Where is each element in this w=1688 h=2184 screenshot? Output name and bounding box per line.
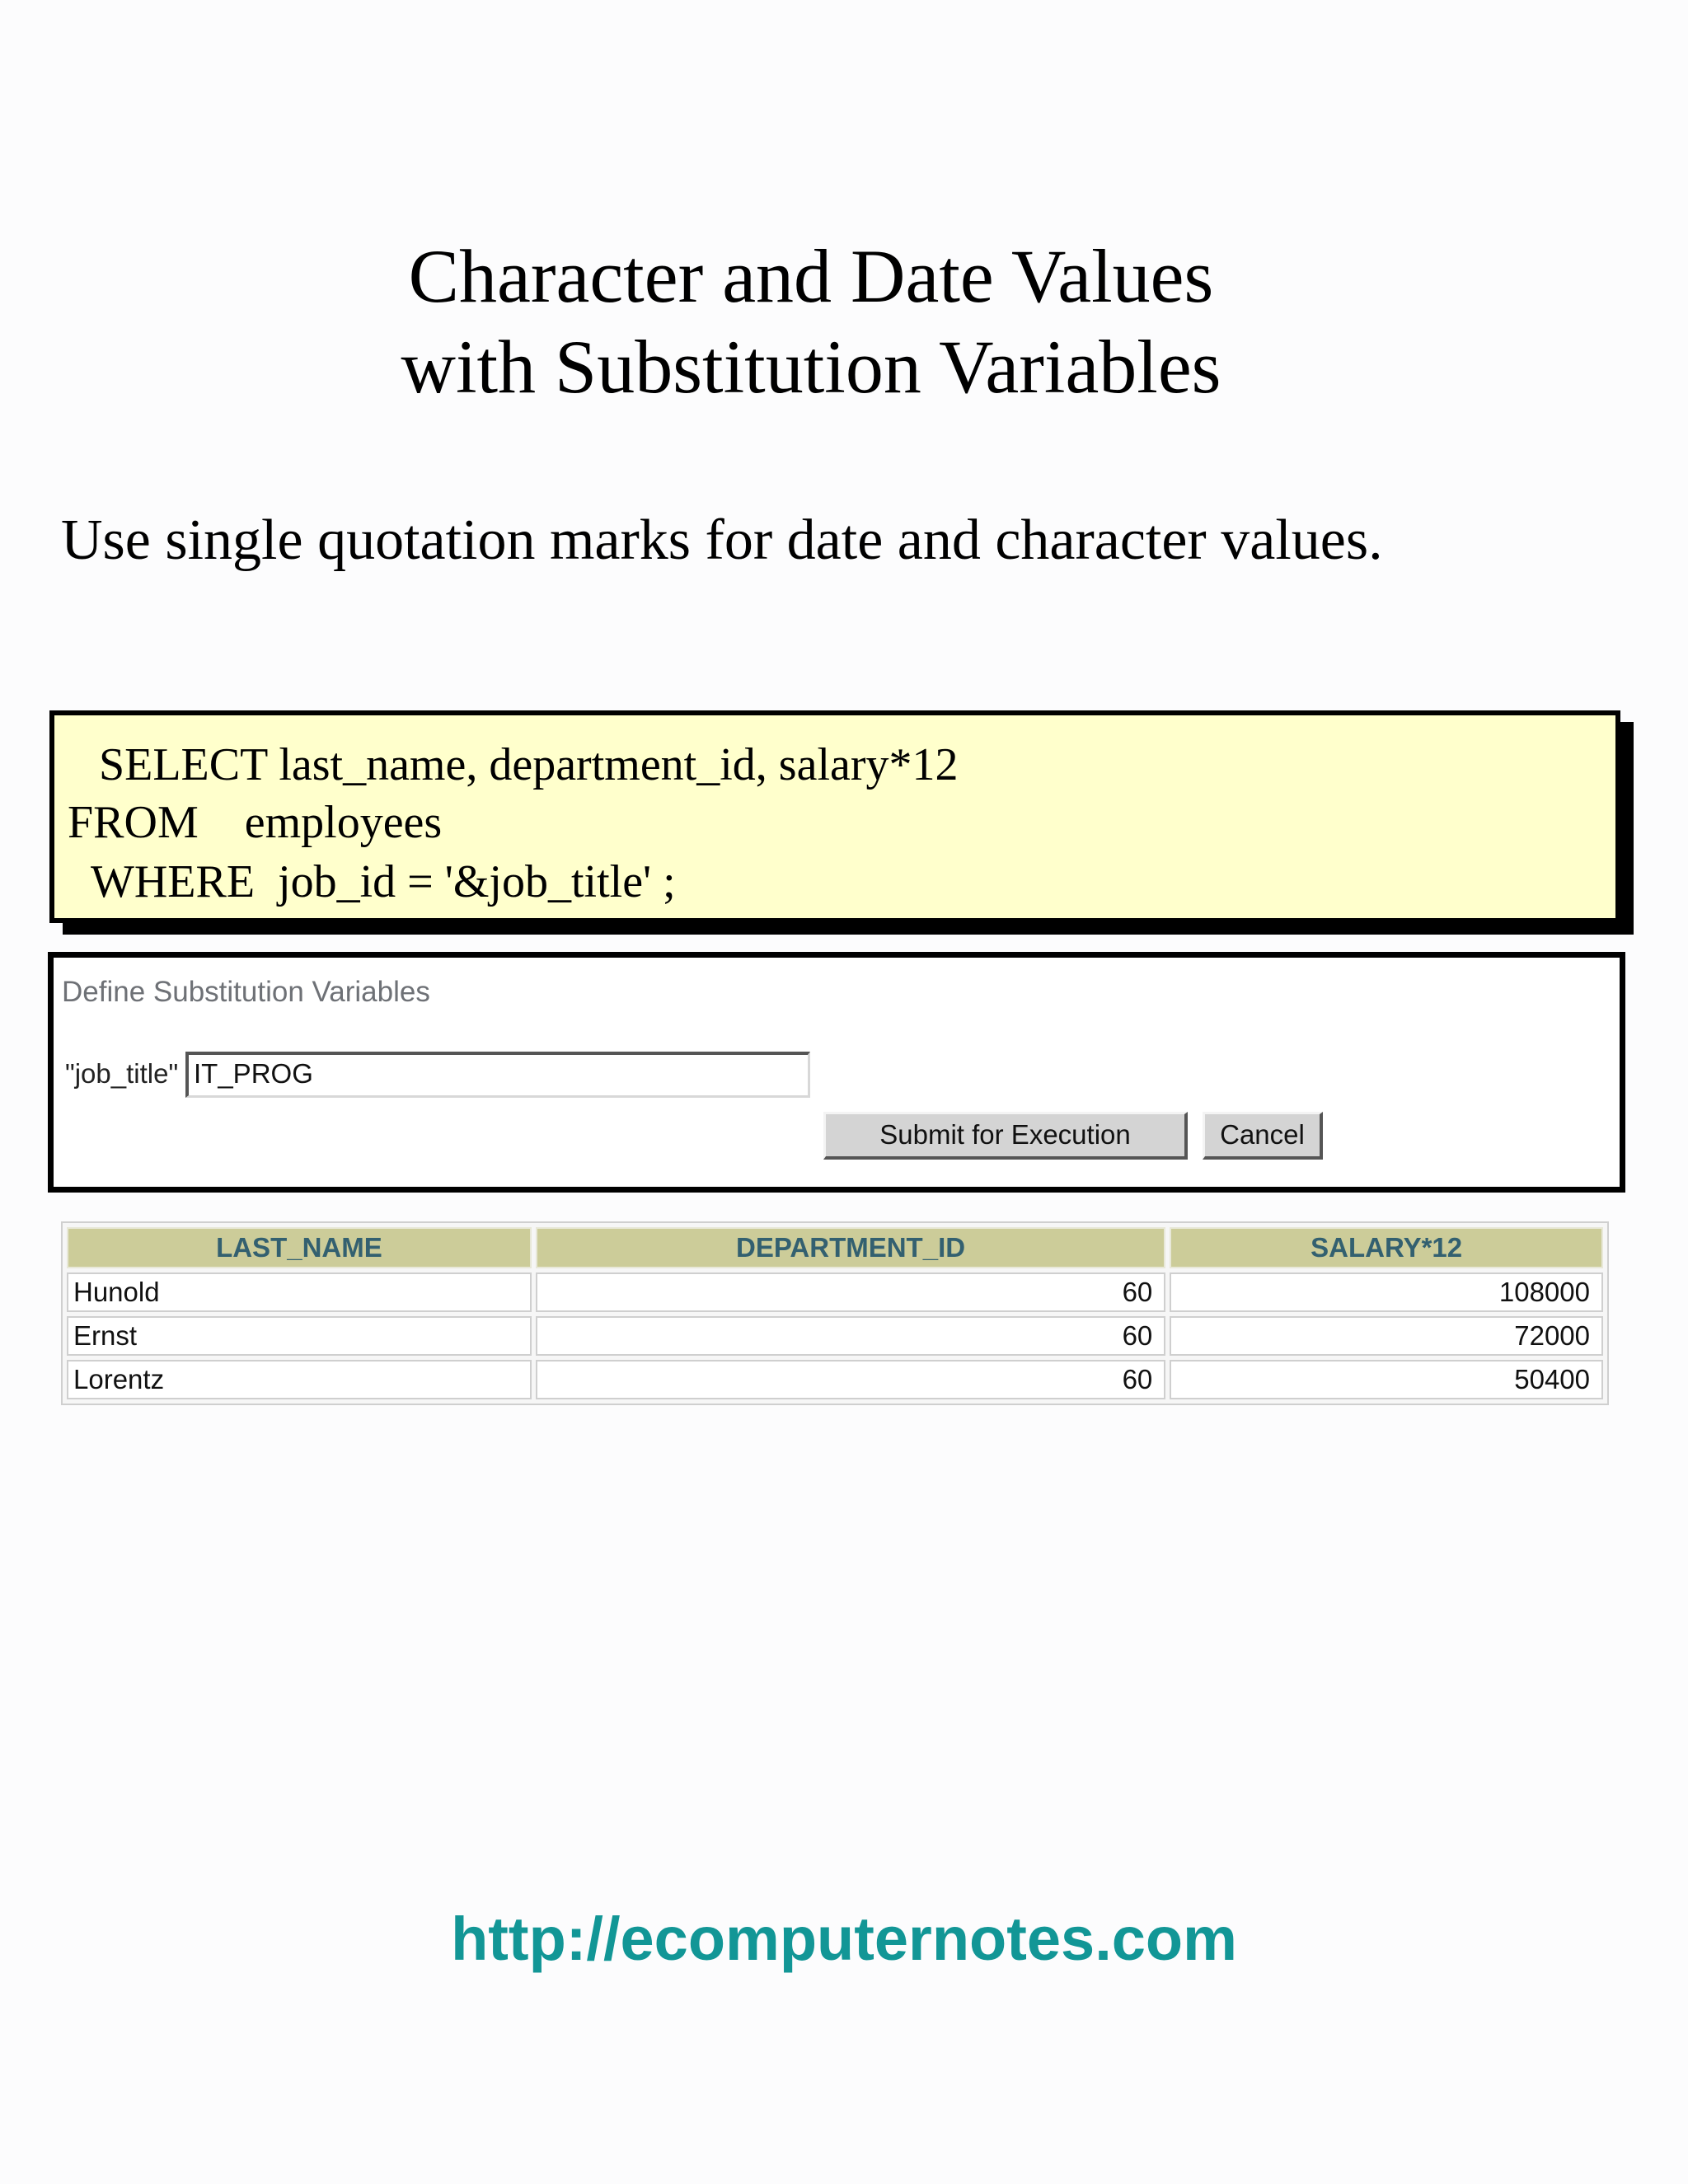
intro-text: Use single quotation marks for date and character values. bbox=[61, 509, 1383, 572]
cell-salary: 72000 bbox=[1170, 1316, 1603, 1356]
footer-url-link[interactable]: http://ecomputernotes.com bbox=[451, 1905, 1237, 1973]
cell-last-name: Lorentz bbox=[67, 1360, 532, 1399]
column-header-salary: SALARY*12 bbox=[1170, 1227, 1603, 1268]
cell-salary: 50400 bbox=[1170, 1360, 1603, 1399]
table-header-row bbox=[67, 1227, 1603, 1268]
sql-line-from: FROM employees bbox=[68, 797, 443, 848]
cancel-button[interactable]: Cancel bbox=[1203, 1112, 1323, 1160]
cell-last-name: Ernst bbox=[67, 1316, 532, 1356]
submit-for-execution-button[interactable]: Submit for Execution bbox=[823, 1112, 1188, 1160]
table-row bbox=[67, 1360, 1603, 1399]
sql-code-box bbox=[49, 710, 1620, 923]
title-line-1: Character and Date Values bbox=[408, 234, 1214, 318]
job-title-input[interactable]: IT_PROG bbox=[185, 1052, 810, 1098]
title-line-2: with Substitution Variables bbox=[401, 325, 1221, 409]
cell-salary: 108000 bbox=[1170, 1272, 1603, 1312]
cell-department-id: 60 bbox=[536, 1272, 1165, 1312]
sql-line-select: SELECT last_name, department_id, salary*12 bbox=[99, 739, 959, 790]
dialog-heading: Define Substitution Variables bbox=[62, 976, 430, 1008]
variable-label: "job_title" bbox=[65, 1058, 179, 1089]
substitution-dialog bbox=[48, 952, 1625, 1193]
column-header-last-name: LAST_NAME bbox=[67, 1227, 532, 1268]
table-row bbox=[67, 1316, 1603, 1356]
page-title bbox=[0, 231, 1622, 412]
sql-line-where: WHERE job_id = '&job_title' ; bbox=[91, 856, 676, 907]
cell-department-id: 60 bbox=[536, 1360, 1165, 1399]
cell-last-name: Hunold bbox=[67, 1272, 532, 1312]
table-row bbox=[67, 1272, 1603, 1312]
cell-department-id: 60 bbox=[536, 1316, 1165, 1356]
results-table bbox=[61, 1221, 1609, 1405]
column-header-department-id: DEPARTMENT_ID bbox=[536, 1227, 1165, 1268]
